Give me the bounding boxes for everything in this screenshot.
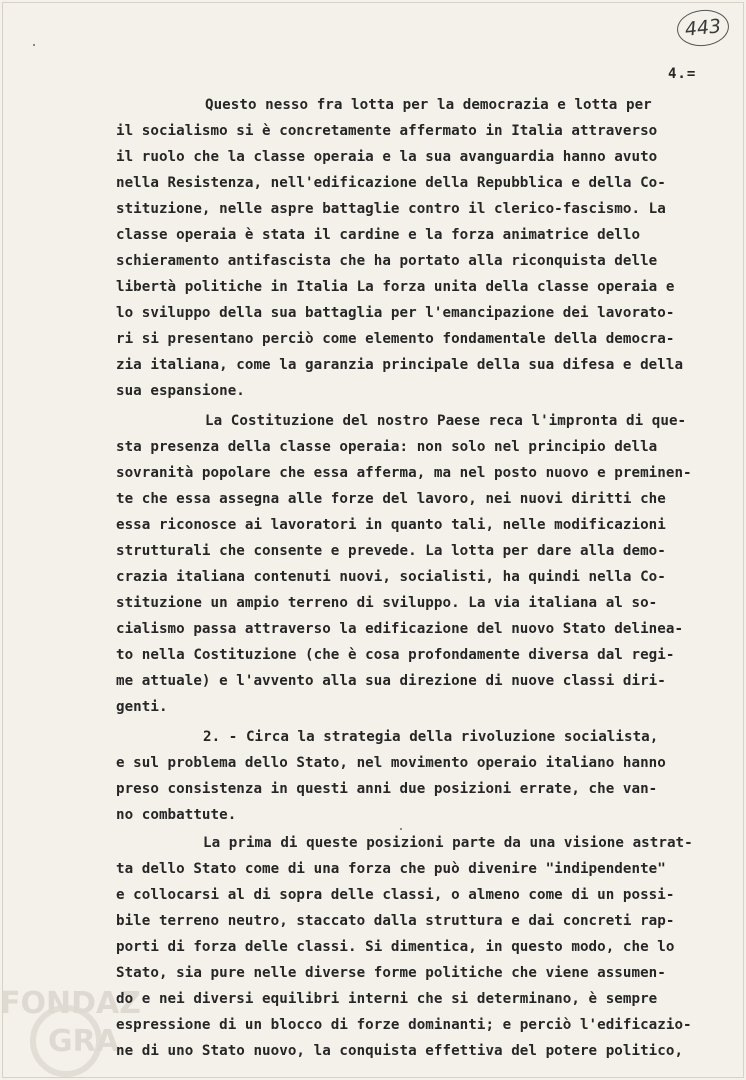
text-line: no combattute.	[116, 807, 237, 823]
text-line: La prima di queste posizioni parte da una visione astrat-	[203, 835, 693, 851]
text-line: nella Resistenza, nell'edificazione della Repubblica e della Co-	[116, 175, 666, 191]
text-line: il socialismo si è concretamente affermato in Italia attraverso	[116, 123, 658, 139]
text-line: il ruolo che la classe operaia e la sua avanguardia hanno avuto	[116, 149, 658, 165]
text-line: Questo nesso fra lotta per la democrazia e lotta per	[205, 97, 652, 113]
text-line: cialismo passa attraverso la edificazione del nuovo Stato delinea-	[116, 621, 684, 637]
archive-number: 443	[675, 7, 730, 48]
text-line: La Costituzione del nostro Paese reca l'impronta di que-	[205, 413, 687, 429]
text-line: ta dello Stato come di una forza che può divenire "indipendente"	[116, 861, 666, 877]
text-line: e collocarsi al di sopra delle classi, o almeno come di un possi-	[116, 887, 675, 903]
text-line: lo sviluppo della sua battaglia per l'emancipazione dei lavorato-	[116, 305, 675, 321]
page-number: 4.=	[668, 66, 697, 82]
text-line: Stato, sia pure nelle diverse forme politiche che viene assumen-	[116, 965, 666, 981]
text-line: crazia italiana contenuti nuovi, socialisti, ha quindi nella Co-	[116, 569, 666, 585]
text-line: te che essa assegna alle forze del lavoro, nei nuovi diritti che	[116, 491, 666, 507]
text-line: libertà politiche in Italia La forza unita della classe operaia e	[116, 279, 675, 295]
text-line: e sul problema dello Stato, nel movimento operaio italiano hanno	[116, 755, 666, 771]
text-line: genti.	[116, 699, 168, 715]
text-line: stituzione, nelle aspre battaglie contro il clerico-fascismo. La	[116, 201, 666, 217]
text-line: zia italiana, come la garanzia principale della sua difesa e della	[116, 357, 684, 373]
text-line: preso consistenza in questi anni due posizioni errate, che van-	[116, 781, 658, 797]
text-line: to nella Costituzione (che è cosa profondamente diversa dal regi-	[116, 647, 675, 663]
watermark-line: FONDAZ	[0, 986, 141, 1021]
text-line: stituzione un ampio terreno di sviluppo. La via italiana al so-	[116, 595, 658, 611]
ink-speck	[33, 44, 35, 46]
watermark-line: GRA	[48, 1024, 119, 1059]
text-line: sta presenza della classe operaia: non solo nel principio della	[116, 439, 658, 455]
text-line: classe operaia è stata il cardine e la forza animatrice dello	[116, 227, 641, 243]
text-line: essa riconosce ai lavoratori in quanto tali, nelle modificazioni	[116, 517, 666, 533]
text-line: ne di uno Stato nuovo, la conquista effettiva del potere politico,	[116, 1043, 684, 1059]
text-line: espressione di un blocco di forze dominanti; e perciò l'edificazio-	[116, 1017, 692, 1033]
text-line: porti di forza delle classi. Si dimentica, in questo modo, che lo	[116, 939, 675, 955]
text-line: ri si presentano perciò come elemento fondamentale della democra-	[116, 331, 675, 347]
text-line: do e nei diversi equilibri interni che si determinano, è sempre	[116, 991, 658, 1007]
ink-speck	[400, 828, 402, 830]
text-line: sovranità popolare che essa afferma, ma nel posto nuovo e preminen-	[116, 465, 692, 481]
text-line: schieramento antifascista che ha portato alla riconquista delle	[116, 253, 658, 269]
text-line: strutturali che consente e prevede. La lotta per dare alla demo-	[116, 543, 666, 559]
text-line: sua espansione.	[116, 383, 245, 399]
text-line: bile terreno neutro, staccato dalla struttura e dai concreti rap-	[116, 913, 675, 929]
text-line: me attuale) e l'avvento alla sua direzione di nuove classi diri-	[116, 673, 666, 689]
text-line: 2. - Circa la strategia della rivoluzione socialista,	[203, 729, 659, 745]
